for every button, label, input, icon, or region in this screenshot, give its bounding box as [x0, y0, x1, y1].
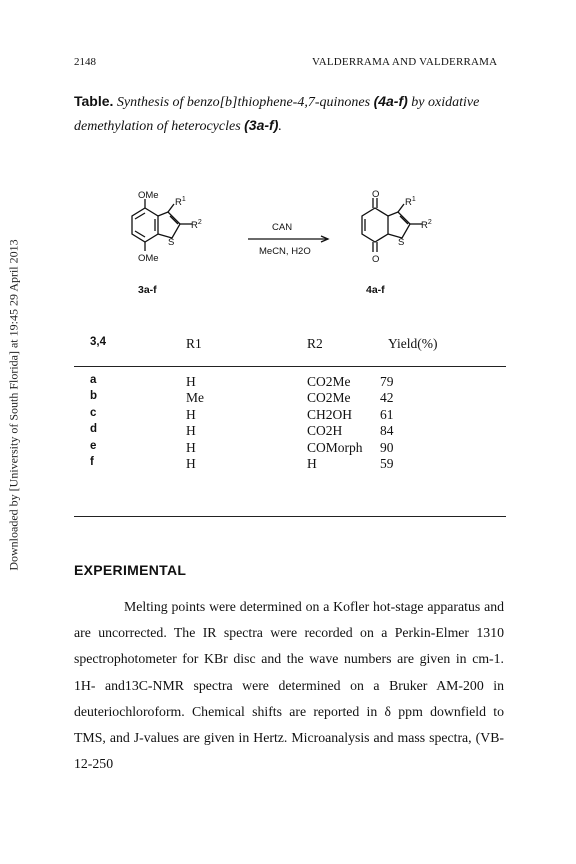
row-r2: CO2Me [307, 374, 351, 389]
row-r2: CH2OH [307, 406, 353, 422]
reactant-ome-bottom: OMe [138, 253, 159, 264]
table-header-row [74, 336, 506, 356]
reaction-scheme [100, 188, 460, 313]
table-row [74, 390, 506, 406]
table-row [74, 440, 506, 456]
caption-text-1: Synthesis of benzo[b]thiophene-4,7-quinones [116, 95, 374, 110]
row-id: c [90, 406, 97, 419]
reactant-sulfur: S [168, 237, 175, 248]
caption-text-2: by oxidative demethylation of heterocycles [74, 95, 480, 134]
table-row [74, 456, 506, 472]
row-yield: 42 [380, 390, 394, 406]
product-r2: $R^2$ [421, 219, 432, 231]
row-r2: CO2Me [307, 390, 351, 406]
yield-table [74, 336, 506, 356]
running-head: VALDERRAMA AND VALDERRAMA [312, 56, 498, 68]
row-r1: H [186, 439, 196, 455]
product-r1: $R^1$ [405, 196, 416, 208]
row-r1: H [186, 374, 196, 389]
product-sulfur: S [398, 237, 405, 248]
conditions-label: MeCN, H2O [259, 246, 311, 257]
caption-label: Table. [74, 93, 114, 109]
table-row [74, 407, 506, 423]
reagent-label: CAN [272, 222, 293, 233]
reactant-thiophene-ring [158, 212, 180, 238]
experimental-paragraph: Melting points were determined on a Kofler hot-stage apparatus and are uncorrected. The IR spectra were recorded on a Perkin-Elmer 1310 spectrophotometer for KBr disc and the wave numbers are given in cm-1. 1H- and13C-NMR spectra were determined on a Bruker AM-200 in deuteriochloroform. Chemical shifts are reported in δ ppm downfield to TMS, and J-values are given in Hertz. Microanalysis and mass spectra, (VB-12-250 [74, 599, 504, 772]
header-r2: R2 [307, 336, 323, 351]
page-number: 2148 [74, 56, 96, 68]
reactant-label: 3a-f [138, 284, 157, 296]
table-body [74, 374, 506, 472]
caption-end: . [278, 119, 282, 134]
row-id: e [90, 439, 97, 452]
row-r1: H [186, 406, 196, 422]
product-thiophene-ring [388, 212, 410, 238]
row-r1: H [186, 423, 196, 439]
row-r1: H [186, 455, 196, 471]
table-row [74, 423, 506, 439]
header-yield: Yield(%) [388, 336, 438, 351]
header-compound: 3,4 [90, 336, 106, 348]
row-r2: H [307, 455, 317, 471]
row-yield: 84 [380, 423, 394, 439]
download-watermark-text: Downloaded by [University of South Florida] at 19:45 29 April 2013 [6, 239, 21, 571]
reactant-ome-top: OMe [138, 190, 159, 201]
reactant-r2: $R^2$ [191, 219, 202, 231]
caption-ref-1: (4a-f) [373, 93, 408, 109]
row-r2: COMorph [307, 439, 363, 455]
product-oxygen-top: O [372, 189, 380, 200]
section-title: EXPERIMENTAL [74, 562, 187, 578]
product-quinone-ring [362, 208, 388, 242]
table-rule-bottom [74, 516, 506, 517]
row-id: a [90, 374, 97, 386]
row-yield: 79 [380, 374, 394, 389]
row-r2: CO2H [307, 423, 343, 439]
row-yield: 59 [380, 455, 394, 471]
row-yield: 61 [380, 406, 394, 422]
row-yield: 90 [380, 439, 394, 455]
product-label: 4a-f [366, 284, 385, 296]
product-oxygen-bottom: O [372, 254, 380, 265]
row-id: b [90, 390, 98, 403]
row-r1: Me [186, 390, 204, 406]
row-id: d [90, 423, 98, 436]
row-id: f [90, 455, 94, 468]
table-rule-top [74, 366, 506, 367]
header-r1: R1 [186, 336, 202, 351]
table-caption [74, 90, 504, 138]
download-watermark [6, 170, 22, 640]
caption-ref-2: (3a-f) [244, 117, 279, 133]
reactant-r1: $R^1$ [175, 196, 186, 208]
table-row [74, 374, 506, 390]
